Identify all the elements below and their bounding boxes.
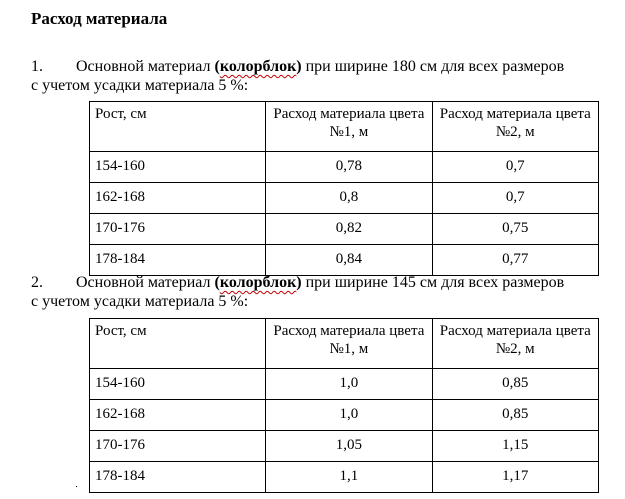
cell-color-2: 1,15 [432, 431, 598, 462]
table-row [90, 431, 599, 462]
cell-color-2: 1,17 [432, 462, 598, 493]
cell-color-2: 0,7 [432, 152, 598, 183]
header-color-1: Расход материала цвета №1, м [266, 102, 432, 152]
cell-height: 178-184 [90, 462, 266, 493]
section-1-table [89, 101, 599, 276]
cell-color-1: 1,1 [266, 462, 432, 493]
cell-height: 162-168 [90, 183, 266, 214]
section-2-text-after: при ширине 145 см для всех размеров [301, 274, 565, 291]
cell-height: 178-184 [90, 245, 266, 276]
cell-color-1: 0,78 [266, 152, 432, 183]
cell-color-1: 0,84 [266, 245, 432, 276]
section-1-bold-close: ) [296, 58, 302, 75]
cell-color-2: 0,7 [432, 183, 598, 214]
table-header-row [90, 319, 599, 369]
cell-color-1: 0,82 [266, 214, 432, 245]
cell-height: 170-176 [90, 214, 266, 245]
table-row [90, 152, 599, 183]
section-2-bold-close: ) [296, 274, 302, 291]
table-row [90, 214, 599, 245]
cell-color-1: 1,05 [266, 431, 432, 462]
table-row [90, 462, 599, 493]
section-2-bold-term [214, 274, 301, 291]
table-header-row [90, 102, 599, 152]
cell-color-2: 0,75 [432, 214, 598, 245]
section-2-number: 2. [31, 274, 43, 291]
cell-color-1: 0,8 [266, 183, 432, 214]
table-row [90, 183, 599, 214]
header-color-2: Расход материала цвета №2, м [432, 319, 598, 369]
section-1-text-after: при ширине 180 см для всех размеров [301, 58, 565, 75]
section-2-spellcheck-word: колорблок [219, 274, 297, 291]
cell-height: 154-160 [90, 152, 266, 183]
table-row [90, 400, 599, 431]
cell-color-1: 1,0 [266, 400, 432, 431]
cell-color-2: 0,85 [432, 369, 598, 400]
cell-height: 154-160 [90, 369, 266, 400]
section-2-line-2: с учетом усадки материала 5 %: [31, 293, 249, 310]
section-1-line-1 [31, 57, 599, 76]
section-2-text-before: Основной материал [76, 274, 215, 291]
cell-height: 170-176 [90, 431, 266, 462]
header-height: Рост, см [90, 102, 266, 152]
section-2-line-1 [31, 273, 599, 292]
header-height: Рост, см [90, 319, 266, 369]
document-title: Расход материала [31, 9, 168, 28]
cell-color-1: 1,0 [266, 369, 432, 400]
section-2-paragraph [31, 273, 599, 311]
section-1-text-before: Основной материал [76, 58, 215, 75]
header-color-1: Расход материала цвета №1, м [266, 319, 432, 369]
cell-color-2: 0,77 [432, 245, 598, 276]
stray-dot-mark [76, 486, 77, 487]
section-2-table [89, 318, 599, 493]
header-color-2: Расход материала цвета №2, м [432, 102, 598, 152]
section-1-paragraph [31, 57, 599, 95]
section-1-line-2: с учетом усадки материала 5 %: [31, 77, 249, 94]
section-1-number: 1. [31, 58, 43, 75]
table-row [90, 245, 599, 276]
cell-height: 162-168 [90, 400, 266, 431]
cell-color-2: 0,85 [432, 400, 598, 431]
section-2-bold-open: ( [214, 274, 220, 291]
section-1-bold-term [214, 58, 301, 75]
table-row [90, 369, 599, 400]
section-1-bold-open: ( [214, 58, 220, 75]
section-1-spellcheck-word: колорблок [219, 58, 297, 75]
